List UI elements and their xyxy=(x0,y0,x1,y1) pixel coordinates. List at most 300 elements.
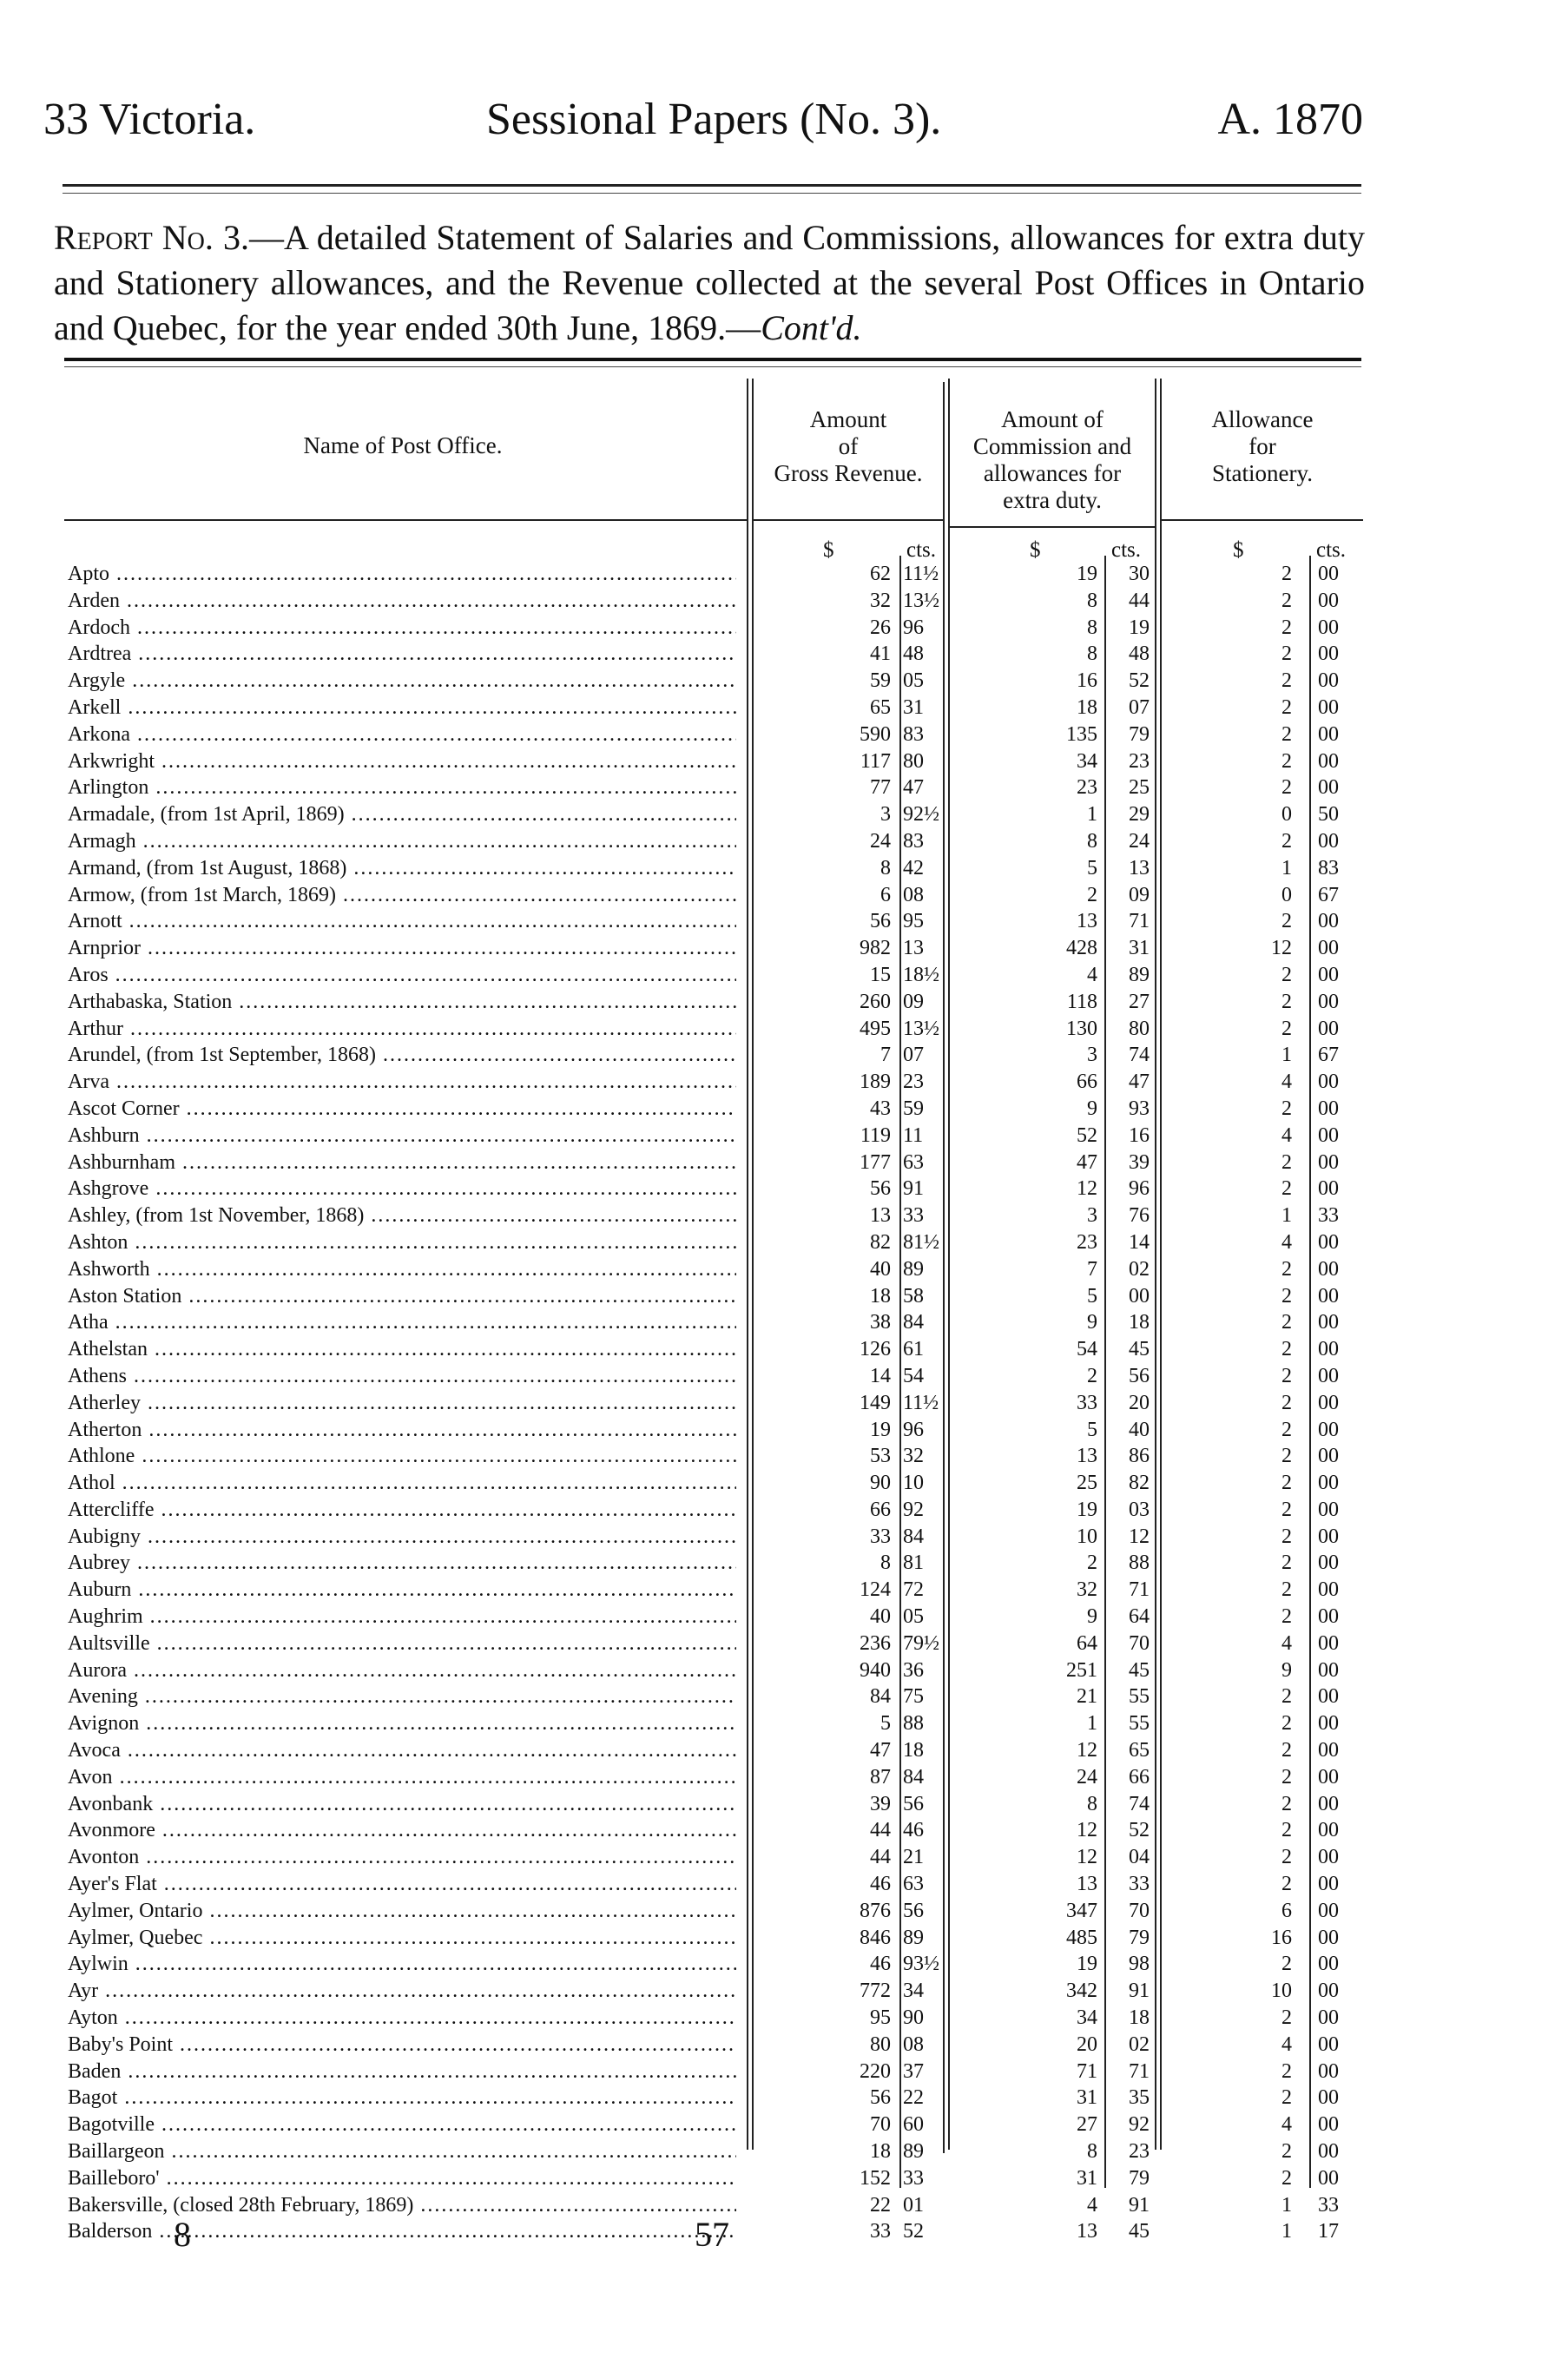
table-row xyxy=(68,962,1370,989)
commission-cents: 09 xyxy=(1129,883,1150,906)
commission-dollars: 32 xyxy=(1077,1578,1097,1602)
stationery-dollars: 2 xyxy=(1281,563,1292,585)
commission-cents: 35 xyxy=(1129,2086,1150,2110)
post-office-name: Ashburn ..... xyxy=(68,1123,736,1150)
commission-dollars: 8 xyxy=(1087,829,1097,853)
commission-dollars: 2 xyxy=(1087,1551,1097,1575)
revenue-cents: 33 xyxy=(903,1204,924,1228)
revenue-cents: 37 xyxy=(903,2059,924,2083)
revenue-dollars: 24 xyxy=(870,829,891,853)
stationery-cents: 00 xyxy=(1318,1765,1339,1789)
stationery-cents: 00 xyxy=(1318,1284,1339,1308)
stationery-cents: 00 xyxy=(1318,1338,1339,1361)
unit-cents: cts. xyxy=(906,538,937,562)
stationery-dollars: 4 xyxy=(1281,1071,1292,1094)
revenue-dollars: 18 xyxy=(870,2140,891,2164)
commission-dollars: 24 xyxy=(1077,1765,1097,1789)
post-office-name: Arva ..... xyxy=(68,1069,736,1096)
commission-dollars: 3 xyxy=(1087,1044,1097,1067)
commission-dollars: 8 xyxy=(1087,1792,1097,1815)
commission-dollars: 9 xyxy=(1087,1311,1097,1334)
revenue-dollars: 47 xyxy=(870,1739,891,1762)
revenue-cents: 11½ xyxy=(903,1391,939,1414)
revenue-cents: 79½ xyxy=(903,1631,939,1655)
commission-dollars: 10 xyxy=(1077,1525,1097,1548)
table-row xyxy=(68,1497,1370,1524)
revenue-dollars: 56 xyxy=(870,1177,891,1201)
commission-cents: 76 xyxy=(1129,1204,1150,1228)
table-row xyxy=(68,1871,1370,1898)
commission-cents: 31 xyxy=(1129,937,1150,960)
post-office-name: Baby's Point ..... xyxy=(68,2032,736,2059)
stationery-cents: 00 xyxy=(1318,1230,1339,1254)
stationery-cents: 00 xyxy=(1318,1445,1339,1468)
stationery-dollars: 2 xyxy=(1281,1792,1292,1815)
stationery-cents: 33 xyxy=(1318,1204,1339,1228)
revenue-dollars: 3 xyxy=(880,803,891,827)
commission-dollars: 47 xyxy=(1077,1150,1097,1174)
stationery-dollars: 1 xyxy=(1281,2220,1292,2243)
stationery-dollars: 2 xyxy=(1281,1953,1292,1976)
commission-dollars: 135 xyxy=(1066,722,1097,746)
revenue-dollars: 5 xyxy=(880,1712,891,1736)
commission-dollars: 64 xyxy=(1077,1631,1097,1655)
commission-cents: 40 xyxy=(1129,1418,1150,1441)
commission-cents: 88 xyxy=(1129,1551,1150,1575)
commission-dollars: 19 xyxy=(1077,1498,1097,1521)
revenue-cents: 23 xyxy=(903,1071,924,1094)
post-office-name: Arkell ..... xyxy=(68,695,736,721)
table-row xyxy=(68,1042,1370,1069)
commission-dollars: 5 xyxy=(1087,1418,1097,1441)
revenue-dollars: 44 xyxy=(870,1819,891,1842)
footer-page-number: 57 xyxy=(695,2215,729,2254)
stationery-dollars: 2 xyxy=(1281,2086,1292,2110)
revenue-dollars: 7 xyxy=(880,1044,891,1067)
stationery-cents: 00 xyxy=(1318,1017,1339,1040)
commission-cents: 96 xyxy=(1129,1177,1150,1201)
post-office-name: Armadale, (from 1st April, 1869) ..... xyxy=(68,801,736,828)
commission-cents: 55 xyxy=(1129,1685,1150,1709)
revenue-cents: 89 xyxy=(903,2140,924,2164)
table-row xyxy=(68,1309,1370,1336)
revenue-cents: 91 xyxy=(903,1177,924,1201)
stationery-dollars: 12 xyxy=(1271,937,1292,960)
table-row xyxy=(68,1577,1370,1604)
commission-dollars: 8 xyxy=(1087,616,1097,639)
stationery-dollars: 0 xyxy=(1281,803,1292,827)
stationery-dollars: 2 xyxy=(1281,1391,1292,1414)
unit-dollars: $ xyxy=(1233,538,1244,562)
revenue-cents: 81½ xyxy=(903,1230,939,1254)
revenue-cents: 05 xyxy=(903,1605,924,1629)
revenue-cents: 22 xyxy=(903,2086,924,2110)
commission-dollars: 3 xyxy=(1087,1204,1097,1228)
commission-dollars: 12 xyxy=(1077,1819,1097,1842)
revenue-dollars: 13 xyxy=(870,1204,891,1228)
revenue-cents: 47 xyxy=(903,776,924,800)
stationery-dollars: 2 xyxy=(1281,749,1292,773)
revenue-cents: 21 xyxy=(903,1846,924,1869)
stationery-cents: 00 xyxy=(1318,1578,1339,1602)
commission-cents: 48 xyxy=(1129,642,1150,666)
commission-cents: 74 xyxy=(1129,1044,1150,1067)
commission-cents: 19 xyxy=(1129,616,1150,639)
stationery-dollars: 1 xyxy=(1281,1204,1292,1228)
stationery-dollars: 2 xyxy=(1281,1551,1292,1575)
report-title xyxy=(54,215,1365,351)
post-office-name: Aros ..... xyxy=(68,962,736,989)
table-row xyxy=(68,695,1370,721)
revenue-cents: 18½ xyxy=(903,963,939,986)
revenue-dollars: 18 xyxy=(870,1284,891,1308)
revenue-cents: 88 xyxy=(903,1712,924,1736)
table-row xyxy=(68,1630,1370,1657)
revenue-cents: 61 xyxy=(903,1338,924,1361)
stationery-cents: 00 xyxy=(1318,1071,1339,1094)
commission-cents: 24 xyxy=(1129,829,1150,853)
commission-cents: 27 xyxy=(1129,990,1150,1013)
table-row xyxy=(68,2005,1370,2032)
stationery-dollars: 2 xyxy=(1281,1418,1292,1441)
revenue-cents: 11 xyxy=(903,1123,924,1147)
post-office-name: Armagh ..... xyxy=(68,828,736,855)
post-office-name: Atherley ..... xyxy=(68,1390,736,1417)
stationery-dollars: 2 xyxy=(1281,1605,1292,1629)
stationery-dollars: 2 xyxy=(1281,2140,1292,2164)
stationery-cents: 00 xyxy=(1318,1685,1339,1709)
revenue-dollars: 8 xyxy=(880,856,891,879)
commission-cents: 03 xyxy=(1129,1498,1150,1521)
table-row xyxy=(68,1150,1370,1176)
post-office-name: Avon ..... xyxy=(68,1764,736,1791)
revenue-dollars: 940 xyxy=(860,1658,891,1682)
unit-dollars: $ xyxy=(1030,538,1041,562)
commission-dollars: 27 xyxy=(1077,2113,1097,2137)
commission-cents: 74 xyxy=(1129,1792,1150,1815)
post-office-name: Athol ..... xyxy=(68,1470,736,1497)
revenue-dollars: 82 xyxy=(870,1230,891,1254)
stationery-dollars: 0 xyxy=(1281,883,1292,906)
stationery-cents: 00 xyxy=(1318,563,1339,585)
post-office-name: Bagot ..... xyxy=(68,2085,736,2111)
commission-cents: 52 xyxy=(1129,1819,1150,1842)
commission-cents: 23 xyxy=(1129,2140,1150,2164)
stationery-cents: 00 xyxy=(1318,990,1339,1013)
commission-dollars: 33 xyxy=(1077,1391,1097,1414)
commission-cents: 71 xyxy=(1129,1578,1150,1602)
commission-dollars: 31 xyxy=(1077,2086,1097,2110)
revenue-cents: 52 xyxy=(903,2220,924,2243)
post-office-name: Auburn ..... xyxy=(68,1577,736,1604)
running-head xyxy=(43,94,1363,155)
stationery-cents: 00 xyxy=(1318,2032,1339,2056)
table-row xyxy=(68,615,1370,642)
stationery-dollars: 4 xyxy=(1281,1123,1292,1147)
revenue-cents: 81 xyxy=(903,1551,924,1575)
commission-dollars: 52 xyxy=(1077,1123,1097,1147)
revenue-cents: 08 xyxy=(903,2032,924,2056)
commission-cents: 56 xyxy=(1129,1364,1150,1387)
stationery-dollars: 2 xyxy=(1281,1177,1292,1201)
title-rule xyxy=(64,358,1361,361)
post-office-name: Baillargeon ..... xyxy=(68,2138,736,2165)
stationery-cents: 00 xyxy=(1318,829,1339,853)
table-row xyxy=(68,588,1370,615)
revenue-cents: 56 xyxy=(903,1792,924,1815)
revenue-dollars: 152 xyxy=(860,2166,891,2190)
commission-cents: 18 xyxy=(1129,2006,1150,2030)
commission-dollars: 1 xyxy=(1087,803,1097,827)
stationery-cents: 50 xyxy=(1318,803,1339,827)
commission-dollars: 23 xyxy=(1077,776,1097,800)
commission-cents: 79 xyxy=(1129,722,1150,746)
column-header-stationery: Allowance for Stationery. xyxy=(1211,406,1314,486)
post-office-name: Armow, (from 1st March, 1869) ..... xyxy=(68,882,736,909)
table-row xyxy=(68,1123,1370,1150)
stationery-dollars: 2 xyxy=(1281,1578,1292,1602)
post-office-name: Arlington ..... xyxy=(68,774,736,801)
post-office-name: Aughrim ..... xyxy=(68,1604,736,1630)
commission-cents: 30 xyxy=(1129,563,1150,585)
running-head-right: A. 1870 xyxy=(1217,95,1363,144)
stationery-dollars: 2 xyxy=(1281,1498,1292,1521)
revenue-cents: 33 xyxy=(903,2166,924,2190)
commission-dollars: 4 xyxy=(1087,2193,1097,2217)
table-row xyxy=(68,1710,1370,1737)
commission-dollars: 2 xyxy=(1087,883,1097,906)
commission-dollars: 12 xyxy=(1077,1177,1097,1201)
stationery-dollars: 2 xyxy=(1281,1338,1292,1361)
revenue-dollars: 53 xyxy=(870,1445,891,1468)
revenue-dollars: 56 xyxy=(870,910,891,933)
post-office-name: Baden ..... xyxy=(68,2059,736,2085)
revenue-dollars: 119 xyxy=(860,1123,891,1147)
revenue-dollars: 77 xyxy=(870,776,891,800)
commission-dollars: 347 xyxy=(1066,1899,1097,1922)
stationery-dollars: 2 xyxy=(1281,642,1292,666)
stationery-cents: 17 xyxy=(1318,2220,1339,2243)
revenue-cents: 18 xyxy=(903,1739,924,1762)
commission-cents: 79 xyxy=(1129,2166,1150,2190)
column-header-name: Name of Post Office. xyxy=(303,432,503,458)
post-office-name: Armand, (from 1st August, 1868) ..... xyxy=(68,855,736,882)
revenue-dollars: 46 xyxy=(870,1873,891,1896)
stationery-dollars: 2 xyxy=(1281,1765,1292,1789)
table-row xyxy=(68,1951,1370,1978)
commission-cents: 12 xyxy=(1129,1525,1150,1548)
revenue-dollars: 14 xyxy=(870,1364,891,1387)
revenue-cents: 54 xyxy=(903,1364,924,1387)
post-office-name: Attercliffe ..... xyxy=(68,1497,736,1524)
commission-dollars: 4 xyxy=(1087,963,1097,986)
commission-cents: 04 xyxy=(1129,1846,1150,1869)
revenue-dollars: 44 xyxy=(870,1846,891,1869)
stationery-cents: 00 xyxy=(1318,937,1339,960)
stationery-dollars: 2 xyxy=(1281,963,1292,986)
stationery-dollars: 1 xyxy=(1281,2193,1292,2217)
table-row xyxy=(68,561,1370,588)
table-row xyxy=(68,1069,1370,1096)
commission-cents: 07 xyxy=(1129,695,1150,719)
table-row xyxy=(68,1390,1370,1417)
revenue-dollars: 33 xyxy=(870,2220,891,2243)
post-office-name: Arden ..... xyxy=(68,588,736,615)
commission-dollars: 118 xyxy=(1066,990,1097,1013)
revenue-cents: 56 xyxy=(903,1899,924,1922)
revenue-cents: 84 xyxy=(903,1765,924,1789)
revenue-cents: 42 xyxy=(903,856,924,879)
commission-dollars: 5 xyxy=(1087,856,1097,879)
commission-cents: 93 xyxy=(1129,1097,1150,1120)
stationery-dollars: 2 xyxy=(1281,722,1292,746)
unit-cents: cts. xyxy=(1316,538,1347,562)
revenue-cents: 31 xyxy=(903,695,924,719)
commission-dollars: 8 xyxy=(1087,589,1097,612)
stationery-cents: 00 xyxy=(1318,722,1339,746)
stationery-dollars: 6 xyxy=(1281,1899,1292,1922)
revenue-cents: 75 xyxy=(903,1685,924,1709)
revenue-cents: 34 xyxy=(903,1980,924,2003)
stationery-cents: 00 xyxy=(1318,1551,1339,1575)
commission-dollars: 71 xyxy=(1077,2059,1097,2083)
revenue-dollars: 495 xyxy=(860,1017,891,1040)
revenue-dollars: 33 xyxy=(870,1525,891,1548)
commission-dollars: 8 xyxy=(1087,2140,1097,2164)
post-office-name: Arnprior ..... xyxy=(68,935,736,962)
revenue-dollars: 590 xyxy=(860,722,891,746)
revenue-cents: 63 xyxy=(903,1873,924,1896)
stationery-dollars: 2 xyxy=(1281,1150,1292,1174)
commission-cents: 71 xyxy=(1129,2059,1150,2083)
revenue-cents: 83 xyxy=(903,829,924,853)
stationery-dollars: 4 xyxy=(1281,2113,1292,2137)
column-header-commission: Amount of Commission and allowances for extra duty. xyxy=(972,406,1132,513)
stationery-cents: 00 xyxy=(1318,749,1339,773)
stationery-cents: 00 xyxy=(1318,1472,1339,1495)
post-office-name: Ashworth ..... xyxy=(68,1256,736,1283)
commission-dollars: 12 xyxy=(1077,1846,1097,1869)
stationery-cents: 00 xyxy=(1318,1097,1339,1120)
commission-cents: 92 xyxy=(1129,2113,1150,2137)
revenue-cents: 11½ xyxy=(903,563,939,585)
stationery-dollars: 2 xyxy=(1281,1284,1292,1308)
table-row xyxy=(68,1176,1370,1202)
commission-cents: 71 xyxy=(1129,910,1150,933)
commission-cents: 29 xyxy=(1129,803,1150,827)
commission-dollars: 428 xyxy=(1066,937,1097,960)
post-office-name: Avonton ..... xyxy=(68,1844,736,1871)
table-row xyxy=(68,855,1370,882)
commission-dollars: 31 xyxy=(1077,2166,1097,2190)
commission-cents: 45 xyxy=(1129,1338,1150,1361)
post-office-name: Ashburnham ..... xyxy=(68,1150,736,1176)
stationery-cents: 00 xyxy=(1318,776,1339,800)
table-row xyxy=(68,1470,1370,1497)
running-head-center: Sessional Papers (No. 3). xyxy=(486,95,942,144)
revenue-dollars: 19 xyxy=(870,1418,891,1441)
revenue-dollars: 32 xyxy=(870,589,891,612)
post-office-name: Argyle ..... xyxy=(68,668,736,695)
stationery-cents: 00 xyxy=(1318,1364,1339,1387)
post-office-name: Avonmore ..... xyxy=(68,1817,736,1844)
revenue-cents: 92 xyxy=(903,1498,924,1521)
post-office-name: Arnott ..... xyxy=(68,908,736,935)
commission-dollars: 342 xyxy=(1066,1980,1097,2003)
revenue-dollars: 65 xyxy=(870,695,891,719)
revenue-dollars: 15 xyxy=(870,963,891,986)
stationery-dollars: 2 xyxy=(1281,1712,1292,1736)
table-row xyxy=(68,908,1370,935)
table-row xyxy=(68,935,1370,962)
stationery-dollars: 9 xyxy=(1281,1658,1292,1682)
stationery-cents: 00 xyxy=(1318,1873,1339,1896)
stationery-dollars: 2 xyxy=(1281,1311,1292,1334)
table-row xyxy=(68,1657,1370,1684)
stationery-dollars: 2 xyxy=(1281,2166,1292,2190)
commission-dollars: 13 xyxy=(1077,1445,1097,1468)
stationery-cents: 00 xyxy=(1318,1846,1339,1869)
revenue-cents: 84 xyxy=(903,1525,924,1548)
revenue-dollars: 90 xyxy=(870,1472,891,1495)
commission-cents: 79 xyxy=(1129,1926,1150,1949)
header-underline xyxy=(1162,519,1363,521)
table-row xyxy=(68,1925,1370,1952)
stationery-cents: 00 xyxy=(1318,963,1339,986)
commission-dollars: 5 xyxy=(1087,1284,1097,1308)
stationery-dollars: 4 xyxy=(1281,1631,1292,1655)
commission-cents: 16 xyxy=(1129,1123,1150,1147)
commission-dollars: 130 xyxy=(1066,1017,1097,1040)
commission-cents: 33 xyxy=(1129,1873,1150,1896)
post-office-name: Aylmer, Ontario ..... xyxy=(68,1898,736,1925)
stationery-cents: 00 xyxy=(1318,2086,1339,2110)
stationery-cents: 00 xyxy=(1318,1150,1339,1174)
table-row xyxy=(68,1817,1370,1844)
revenue-cents: 58 xyxy=(903,1284,924,1308)
stationery-dollars: 2 xyxy=(1281,1364,1292,1387)
stationery-dollars: 2 xyxy=(1281,1873,1292,1896)
commission-dollars: 19 xyxy=(1077,1953,1097,1976)
header-rule xyxy=(63,184,1361,187)
revenue-dollars: 40 xyxy=(870,1257,891,1281)
revenue-cents: 93½ xyxy=(903,1953,939,1976)
revenue-dollars: 70 xyxy=(870,2113,891,2137)
revenue-cents: 59 xyxy=(903,1097,924,1120)
revenue-dollars: 40 xyxy=(870,1605,891,1629)
commission-cents: 70 xyxy=(1129,1631,1150,1655)
commission-dollars: 34 xyxy=(1077,2006,1097,2030)
revenue-cents: 13½ xyxy=(903,1017,939,1040)
post-office-name: Aubigny ..... xyxy=(68,1524,736,1551)
commission-cents: 80 xyxy=(1129,1017,1150,1040)
post-office-name: Aylmer, Quebec ..... xyxy=(68,1925,736,1952)
commission-cents: 25 xyxy=(1129,776,1150,800)
post-office-name: Aurora ..... xyxy=(68,1657,736,1684)
post-office-name: Aultsville ..... xyxy=(68,1630,736,1657)
running-head-left: 33 Victoria. xyxy=(43,95,256,144)
commission-cents: 89 xyxy=(1129,963,1150,986)
commission-cents: 70 xyxy=(1129,1899,1150,1922)
table-row xyxy=(68,828,1370,855)
stationery-cents: 00 xyxy=(1318,1712,1339,1736)
stationery-dollars: 2 xyxy=(1281,1739,1292,1762)
revenue-cents: 13 xyxy=(903,937,924,960)
post-office-name: Ascot Corner ..... xyxy=(68,1096,736,1123)
stationery-cents: 83 xyxy=(1318,856,1339,879)
table-row xyxy=(68,1978,1370,2005)
post-office-name: Athlone ..... xyxy=(68,1443,736,1470)
